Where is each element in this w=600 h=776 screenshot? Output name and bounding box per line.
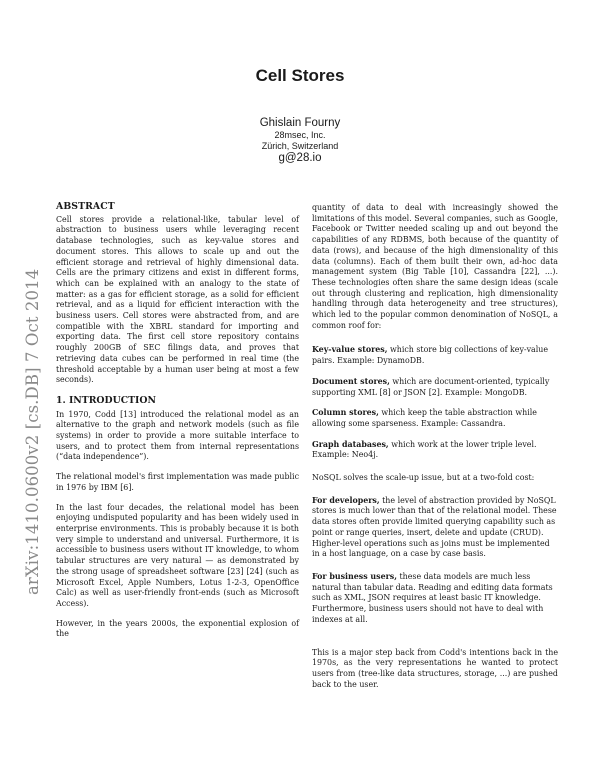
list-term: Column stores, [312, 408, 379, 418]
intro-paragraph-1: In 1970, Codd [13] introduced the relational model as an alternative to the graph and network models (such as file systems) in order to provide a more suitable interface to users, and to protect them from internal representations (“data independence”). [56, 409, 299, 462]
author-affiliation: 28msec, Inc. [274, 130, 326, 140]
list-item [312, 572, 558, 626]
list-term: For business users, [312, 571, 397, 581]
list-item [312, 496, 558, 560]
abstract-heading: ABSTRACT [56, 201, 115, 212]
list-definition: the level of abstraction provided by NoSQL stores is much lower than that of the relational model. These data stores often provide limited querying capability such as point or range queries, insert, delete and update (CRUD). Higher-level operations such as joins must be implemented in a host language, on a case by case basis. [312, 495, 557, 559]
introduction-heading: 1. INTRODUCTION [56, 394, 156, 406]
author-email: g@28.io [278, 152, 322, 164]
list-term: Document stores, [312, 376, 390, 386]
closing-paragraph: This is a major step back from Codd's intentions back in the 1970s, as the very representations he wanted to protect users from (tree-like data structures, storage, ...) are pushed back to the user. [312, 647, 558, 689]
left-column [56, 202, 299, 640]
list-item [312, 345, 558, 366]
right-paragraph-1: quantity of data to deal with increasingly showed the limitations of this model. Several companies, such as Google, Facebook or Twitter needed scaling up and out beyond the capabilities of any RDBMS, both because of the quantity of data (rows), and because of the high dimensionality of this data (columns). Each of them built their own, ad-hoc data management system (Big Table [10], Cassandra [22], ...). These technologies often share the same design ideas (scale out through clustering and replication, high dimensionality handling through data heterogeneity and tree structures), which led to the popular common denomination of NoSQL, a common roof for: [312, 203, 558, 330]
nosql-store-list [312, 345, 558, 461]
list-item [312, 377, 558, 398]
list-definition: which store big collections of key-value pairs. Example: DynamoDB. [312, 345, 549, 366]
nosql-cost-line: NoSQL solves the scale-up issue, but at a two-fold cost: [312, 473, 535, 483]
list-term: For developers, [312, 495, 380, 505]
arxiv-identifier: arXiv:1410.0600v2 [cs.DB] 7 Oct 2014 [23, 268, 42, 595]
list-item [312, 408, 558, 429]
list-definition: which work at the lower triple level. Example: Neo4j. [312, 439, 537, 460]
intro-paragraph-4: However, in the years 2000s, the exponential explosion of the [56, 618, 299, 639]
author-name: Ghislain Fourny [259, 117, 341, 129]
list-definition: which are document-oriented, typically supporting XML [8] or JSON [2]. Example: MongoDB. [312, 376, 550, 397]
list-definition: these data models are much less natural than tabular data. Reading and editing data formats such as XML, JSON requires at least basic IT knowledge. Furthermore, business users should not have to deal with indexes at all. [312, 571, 553, 624]
cost-list [312, 496, 558, 626]
author-location: Zürich, Switzerland [261, 141, 339, 151]
right-column [312, 203, 558, 690]
list-item [312, 440, 558, 461]
list-term: Graph databases, [312, 439, 389, 449]
paper-title: Cell Stores [255, 66, 345, 85]
list-term: Key-value stores, [312, 345, 388, 355]
list-definition: which keep the table abstraction while allowing some sparseness. Example: Cassandra. [312, 408, 537, 428]
intro-paragraph-3: In the last four decades, the relational model has been enjoying undisputed popularity and has been widely used in enterprise environments. This is probably because it is both very simple to understand and universal. Furthermore, it is accessible to business users without IT knowledge, to whom tabular structures are very natural — as demonstrated by the strong usage of spreadsheet software [23] [24] (such as Microsoft Excel, Apple Numbers, Lotus 1-2-3, OpenOffice Calc) as well as user-friendly front-ends (such as Microsoft Access). [56, 502, 299, 608]
intro-paragraph-2: The relational model's first implementation was made public in 1976 by IBM [6]. [56, 472, 299, 492]
abstract-text: Cell stores provide a relational-like, tabular level of abstraction to business users while leveraging recent database technologies, such as key-value stores and document stores. This allows to scale up and out the efficient storage and retrieval of highly dimensional data. Cells are the primary citizens and exist in different forms, which can be explained with an analogy to the state of matter: as a gas for efficient storage, as a solid for efficient retrieval, and as a liquid for efficient interaction with the business users. Cell stores were abstracted from, and are compatible with the XBRL standard for importing and exporting data. The first cell store repository contains roughly 200GB of SEC filings data, and proves that retrieving data cubes can be performed in real time (the threshold acceptable by a human user being at most a few seconds). [56, 214, 299, 385]
